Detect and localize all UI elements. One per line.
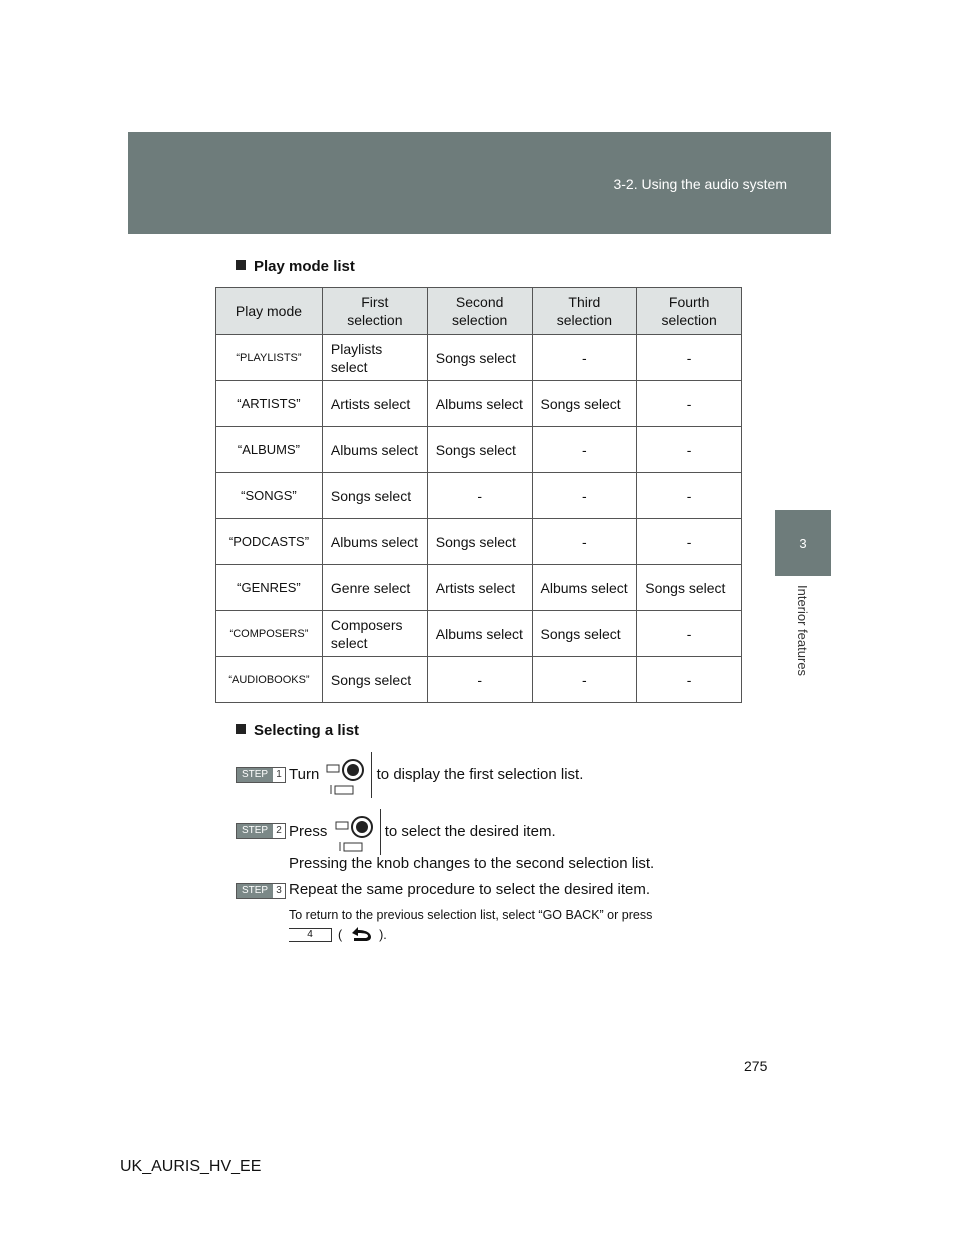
step-word: STEP bbox=[237, 824, 273, 838]
selection-cell: - bbox=[637, 427, 742, 473]
table-header-row bbox=[216, 288, 742, 335]
selection-cell: - bbox=[637, 519, 742, 565]
table-row bbox=[216, 473, 742, 519]
header-third-selection: Third selection bbox=[532, 288, 637, 335]
selection-cell: - bbox=[637, 381, 742, 427]
table-row bbox=[216, 427, 742, 473]
step-2-after: to select the desired item. bbox=[384, 822, 556, 840]
selection-cell: - bbox=[532, 427, 637, 473]
selection-cell: Songs select bbox=[637, 565, 742, 611]
step-word: STEP bbox=[237, 884, 273, 898]
selection-cell: - bbox=[637, 657, 742, 703]
selection-cell: Songs select bbox=[322, 657, 427, 703]
selection-cell: Songs select bbox=[427, 519, 532, 565]
table-row bbox=[216, 335, 742, 381]
note-open-paren: ( bbox=[338, 927, 343, 942]
selection-cell: - bbox=[637, 611, 742, 657]
chapter-label: Interior features bbox=[795, 585, 810, 677]
back-arrow-icon bbox=[346, 925, 376, 946]
table-row bbox=[216, 381, 742, 427]
header-play-mode: Play mode bbox=[216, 288, 323, 335]
step-word: STEP bbox=[237, 768, 273, 782]
note-back bbox=[338, 925, 387, 946]
header-fourth-selection: Fourth selection bbox=[637, 288, 742, 335]
header-band bbox=[128, 132, 831, 234]
bullet-square-icon bbox=[236, 260, 246, 270]
play-mode-heading bbox=[236, 258, 355, 275]
step-number: 1 bbox=[273, 768, 285, 782]
play-mode-cell: “PLAYLISTS” bbox=[216, 335, 323, 381]
selection-cell: Composers select bbox=[322, 611, 427, 657]
play-mode-heading-text: Play mode list bbox=[254, 258, 355, 275]
selection-cell: - bbox=[532, 657, 637, 703]
selection-cell: Songs select bbox=[322, 473, 427, 519]
play-mode-table bbox=[215, 287, 742, 703]
tune-knob-icon bbox=[323, 752, 372, 798]
play-mode-cell: “AUDIOBOOKS” bbox=[216, 657, 323, 703]
chapter-number: 3 bbox=[799, 535, 807, 551]
play-mode-cell: “COMPOSERS” bbox=[216, 611, 323, 657]
selecting-heading-text: Selecting a list bbox=[254, 722, 360, 739]
page-number: 275 bbox=[744, 1058, 768, 1074]
step-3-badge bbox=[236, 883, 286, 899]
table-row bbox=[216, 611, 742, 657]
step-3-text: Repeat the same procedure to select the desired item. bbox=[289, 881, 651, 898]
selection-cell: - bbox=[532, 519, 637, 565]
step-1-text bbox=[289, 752, 583, 798]
selection-cell: - bbox=[532, 335, 637, 381]
step-1-after: to display the first selection list. bbox=[376, 765, 584, 783]
step-1-badge bbox=[236, 767, 286, 783]
selection-cell: Artists select bbox=[427, 565, 532, 611]
selection-cell: Albums select bbox=[532, 565, 637, 611]
selection-cell: - bbox=[427, 473, 532, 519]
note-text: To return to the previous selection list, select “GO BACK” or press bbox=[289, 908, 653, 922]
selection-cell: Songs select bbox=[427, 427, 532, 473]
bullet-square-icon bbox=[236, 724, 246, 734]
header-first-selection: First selection bbox=[322, 288, 427, 335]
selection-cell: Playlists select bbox=[322, 335, 427, 381]
selection-cell: - bbox=[427, 657, 532, 703]
play-mode-cell: “GENRES” bbox=[216, 565, 323, 611]
table-row bbox=[216, 519, 742, 565]
preset-button-4: 4 bbox=[289, 928, 332, 942]
selection-cell: - bbox=[637, 473, 742, 519]
header-second-selection: Second selection bbox=[427, 288, 532, 335]
step-2-subtext: Pressing the knob changes to the second selection list. bbox=[289, 855, 655, 872]
selection-cell: - bbox=[532, 473, 637, 519]
selection-cell: - bbox=[637, 335, 742, 381]
play-mode-cell: “SONGS” bbox=[216, 473, 323, 519]
selection-cell: Songs select bbox=[427, 335, 532, 381]
document-code: UK_AURIS_HV_EE bbox=[120, 1158, 262, 1175]
tune-knob-icon bbox=[332, 809, 381, 855]
play-mode-cell: “PODCASTS” bbox=[216, 519, 323, 565]
section-title: 3-2. Using the audio system bbox=[613, 176, 787, 192]
play-mode-cell: “ALBUMS” bbox=[216, 427, 323, 473]
selection-cell: Genre select bbox=[322, 565, 427, 611]
step-2-before: Press bbox=[289, 822, 328, 840]
selection-cell: Artists select bbox=[322, 381, 427, 427]
selection-cell: Songs select bbox=[532, 381, 637, 427]
selecting-heading bbox=[236, 722, 359, 739]
selection-cell: Albums select bbox=[427, 611, 532, 657]
play-mode-cell: “ARTISTS” bbox=[216, 381, 323, 427]
selection-cell: Albums select bbox=[322, 519, 427, 565]
step-number: 3 bbox=[273, 884, 285, 898]
step-2-badge bbox=[236, 823, 286, 839]
chapter-tab bbox=[775, 510, 831, 576]
note-close-paren: ). bbox=[379, 927, 387, 942]
table-body bbox=[216, 335, 742, 703]
table-row bbox=[216, 565, 742, 611]
selection-cell: Albums select bbox=[427, 381, 532, 427]
step-1-before: Turn bbox=[289, 765, 320, 783]
selection-cell: Albums select bbox=[322, 427, 427, 473]
step-number: 2 bbox=[273, 824, 285, 838]
table-row bbox=[216, 657, 742, 703]
selection-cell: Songs select bbox=[532, 611, 637, 657]
step-2-text bbox=[289, 809, 556, 855]
